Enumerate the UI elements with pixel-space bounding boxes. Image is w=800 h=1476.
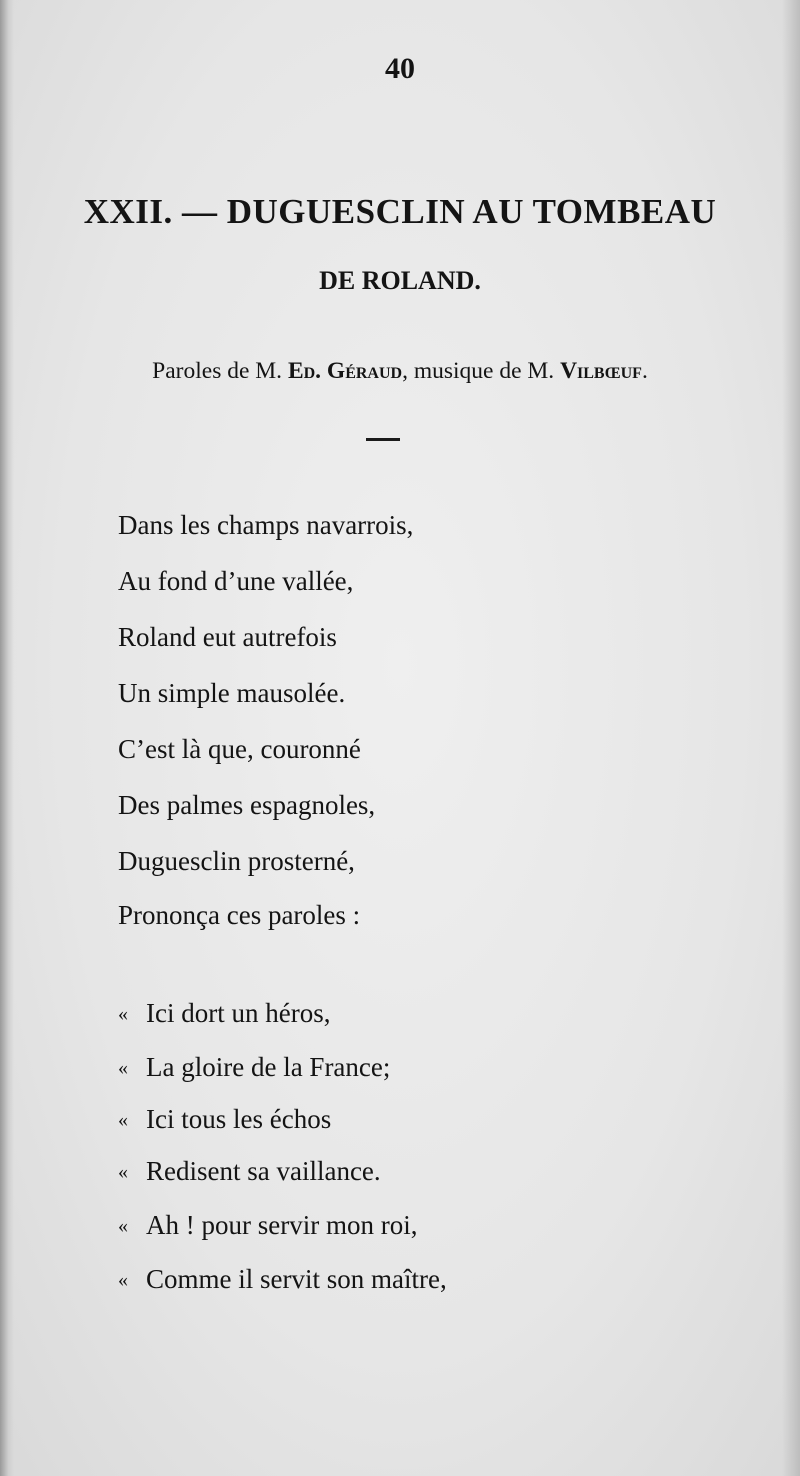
credits-paroles-prefix: Paroles de M.: [152, 358, 288, 384]
quoted-verse-line: « Ici tous les échos: [118, 1104, 332, 1134]
quote-mark: «: [118, 1003, 128, 1025]
composer-name: Vilbœuf: [560, 358, 642, 384]
song-subtitle: DE ROLAND.: [319, 266, 481, 295]
verse-line: Roland eut autrefois: [118, 622, 337, 652]
verse-line: Duguesclin prosterné,: [118, 846, 355, 876]
verse-line: C’est là que, couronné: [118, 734, 361, 764]
quote-mark: «: [118, 1109, 128, 1131]
lyricist-name: Ed. Géraud: [287, 358, 403, 384]
quote-mark: «: [118, 1269, 128, 1291]
credits-musique-prefix: , musique de M.: [402, 358, 561, 384]
quoted-verse-line: « Redisent sa vaillance.: [118, 1156, 381, 1186]
verse-line: Prononça ces paroles :: [118, 900, 361, 930]
quote-mark: «: [118, 1215, 128, 1237]
quoted-verse-line: « Ici dort un héros,: [118, 998, 331, 1028]
credits-end: .: [641, 358, 648, 384]
quoted-verse-line: « Comme il servit son maître,: [118, 1264, 447, 1294]
verse-line: Dans les champs navarrois,: [118, 510, 414, 540]
quote-mark: «: [118, 1161, 128, 1183]
song-title: XXII. — DUGUESCLIN AU TOMBEAU: [83, 192, 717, 231]
quoted-verse-line: « Ah ! pour servir mon roi,: [118, 1210, 418, 1240]
section-divider: [366, 438, 400, 441]
verse-line: Au fond d’une vallée,: [118, 566, 354, 596]
verse-line: Des palmes espagnoles,: [118, 790, 376, 820]
verse-line: Un simple mausolée.: [118, 678, 346, 708]
page-number: 40: [385, 52, 415, 85]
quoted-verse-line: « La gloire de la France;: [118, 1052, 391, 1082]
song-credits: [0, 358, 800, 385]
quote-mark: «: [118, 1057, 128, 1079]
